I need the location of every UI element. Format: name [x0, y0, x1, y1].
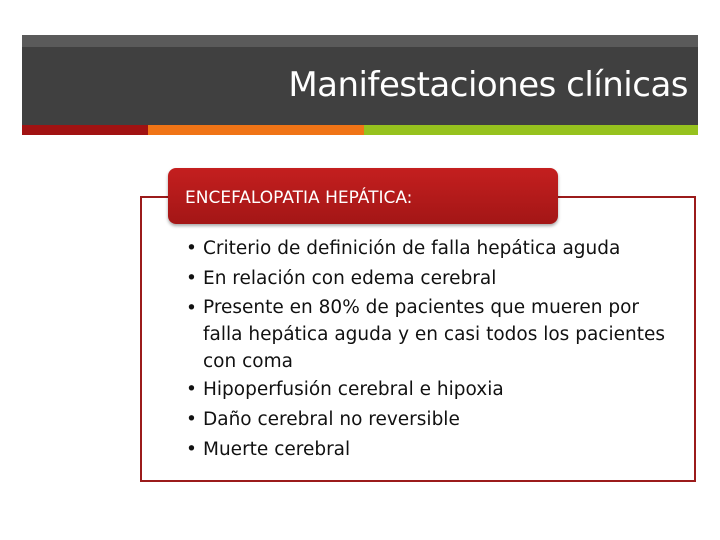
bullet-icon: • [186, 268, 197, 289]
bullet-item [183, 435, 683, 465]
bullet-text: En relación con edema cerebral [203, 268, 497, 289]
accent-bar-red [22, 125, 148, 135]
bullet-item [183, 234, 683, 264]
bullet-icon: • [186, 298, 197, 319]
bullet-text: Muerte cerebral [203, 439, 351, 460]
bullet-icon: • [186, 409, 197, 430]
accent-bar-green [364, 125, 698, 135]
bullet-text: Hipoperfusión cerebral e hipoxia [203, 379, 504, 400]
bullet-item [183, 405, 683, 435]
bullet-list [183, 234, 683, 465]
box-header-tab [168, 168, 558, 224]
bullet-text: Daño cerebral no reversible [203, 409, 460, 430]
bullet-text: Criterio de definición de falla hepática aguda [203, 238, 621, 259]
bullet-item [183, 294, 683, 375]
box-header-text: ENCEFALOPATIA HEPÁTICA: [185, 188, 413, 208]
bullet-item [183, 375, 683, 405]
title-bar [22, 35, 698, 125]
accent-bar-orange [148, 125, 364, 135]
bullet-icon: • [186, 238, 197, 259]
bullet-icon: • [186, 379, 197, 400]
bullet-item [183, 264, 683, 294]
bullet-text: Presente en 80% de pacientes que mueren por falla hepática aguda y en casi todos los pacientes con coma [203, 297, 665, 372]
slide-title: Manifestaciones clínicas [288, 65, 688, 105]
title-bar-top-strip [22, 35, 698, 47]
bullet-icon: • [186, 439, 197, 460]
